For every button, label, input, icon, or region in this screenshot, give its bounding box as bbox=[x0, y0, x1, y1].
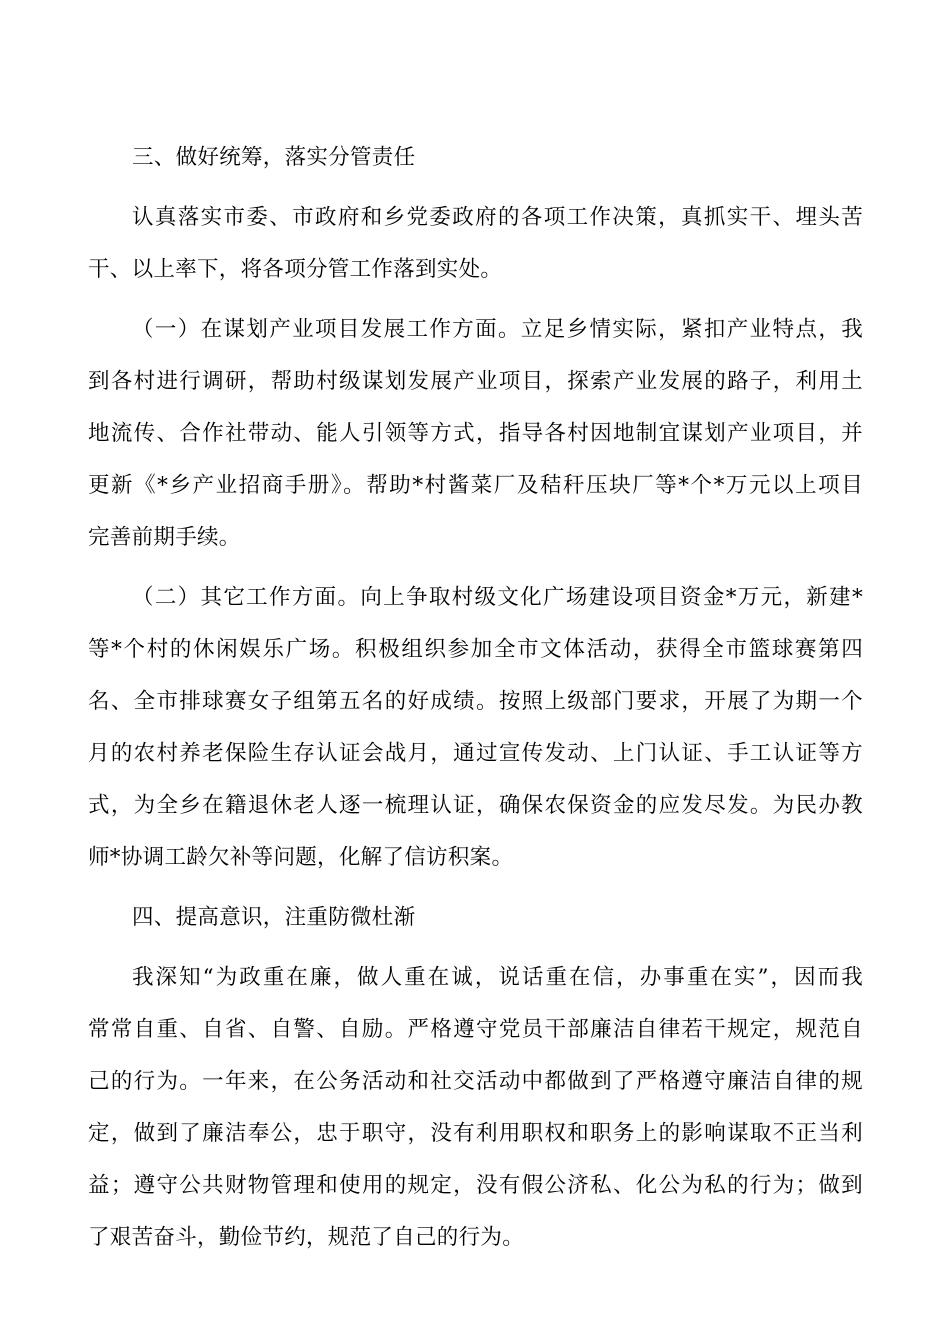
paragraph-item-2 bbox=[88, 572, 863, 884]
section-heading-4: 四、提高意识，注重防微杜渐 bbox=[132, 905, 416, 930]
paragraph-line: 名、全市排球赛女子组第五名的好成绩。按照上级部门要求，开展了为期一个 bbox=[88, 689, 863, 714]
paragraph-section4-body bbox=[88, 952, 863, 1264]
paragraph-line: （一）在谋划产业项目发展工作方面。立足乡情实际，紧扣产业特点，我 bbox=[132, 317, 863, 342]
paragraph-line: 我深知“为政重在廉，做人重在诚，说话重在信，办事重在实”，因而我 bbox=[132, 965, 863, 990]
paragraph-line: 等*个村的休闲娱乐广场。积极组织参加全市文体活动，获得全市篮球赛第四 bbox=[88, 637, 863, 662]
paragraph-line: 更新《*乡产业招商手册》。帮助*村酱菜厂及秸秆压块厂等*个*万元以上项目 bbox=[88, 473, 863, 498]
paragraph-line: 了艰苦奋斗，勤俭节约，规范了自己的行为。 bbox=[88, 1225, 525, 1250]
paragraph-line: 己的行为。一年来，在公务活动和社交活动中都做到了严格遵守廉洁自律的规 bbox=[88, 1069, 863, 1094]
document-page bbox=[88, 132, 863, 1264]
paragraph-line: 地流传、合作社带动、能人引领等方式，指导各村因地制宜谋划产业项目，并 bbox=[88, 421, 863, 446]
paragraph-line: 式，为全乡在籍退休老人逐一梳理认证，确保农保资金的应发尽发。为民办教 bbox=[88, 793, 863, 818]
paragraph-item-1 bbox=[88, 304, 863, 564]
paragraph-line: 完善前期手续。 bbox=[88, 525, 241, 550]
paragraph-line: 干、以上率下，将各项分管工作落到实处。 bbox=[88, 257, 503, 282]
paragraph-line: 认真落实市委、市政府和乡党委政府的各项工作决策，真抓实干、埋头苦 bbox=[132, 205, 863, 230]
paragraph-line: 月的农村养老保险生存认证会战月，通过宣传发动、上门认证、手工认证等方 bbox=[88, 741, 863, 766]
paragraph-line: 益；遵守公共财物管理和使用的规定，没有假公济私、化公为私的行为；做到 bbox=[88, 1173, 863, 1198]
paragraph-line: 常常自重、自省、自警、自励。严格遵守党员干部廉洁自律若干规定，规范自 bbox=[88, 1017, 863, 1042]
paragraph-section3-intro bbox=[88, 192, 863, 296]
paragraph-line: 师*协调工龄欠补等问题，化解了信访积案。 bbox=[88, 845, 514, 870]
paragraph-line: （二）其它工作方面。向上争取村级文化广场建设项目资金*万元，新建* bbox=[132, 585, 863, 610]
paragraph-line: 到各村进行调研，帮助村级谋划发展产业项目，探索产业发展的路子，利用土 bbox=[88, 369, 863, 394]
section-heading-3: 三、做好统筹，落实分管责任 bbox=[132, 145, 416, 170]
paragraph-line: 定，做到了廉洁奉公，忠于职守，没有利用职权和职务上的影响谋取不正当利 bbox=[88, 1121, 863, 1146]
